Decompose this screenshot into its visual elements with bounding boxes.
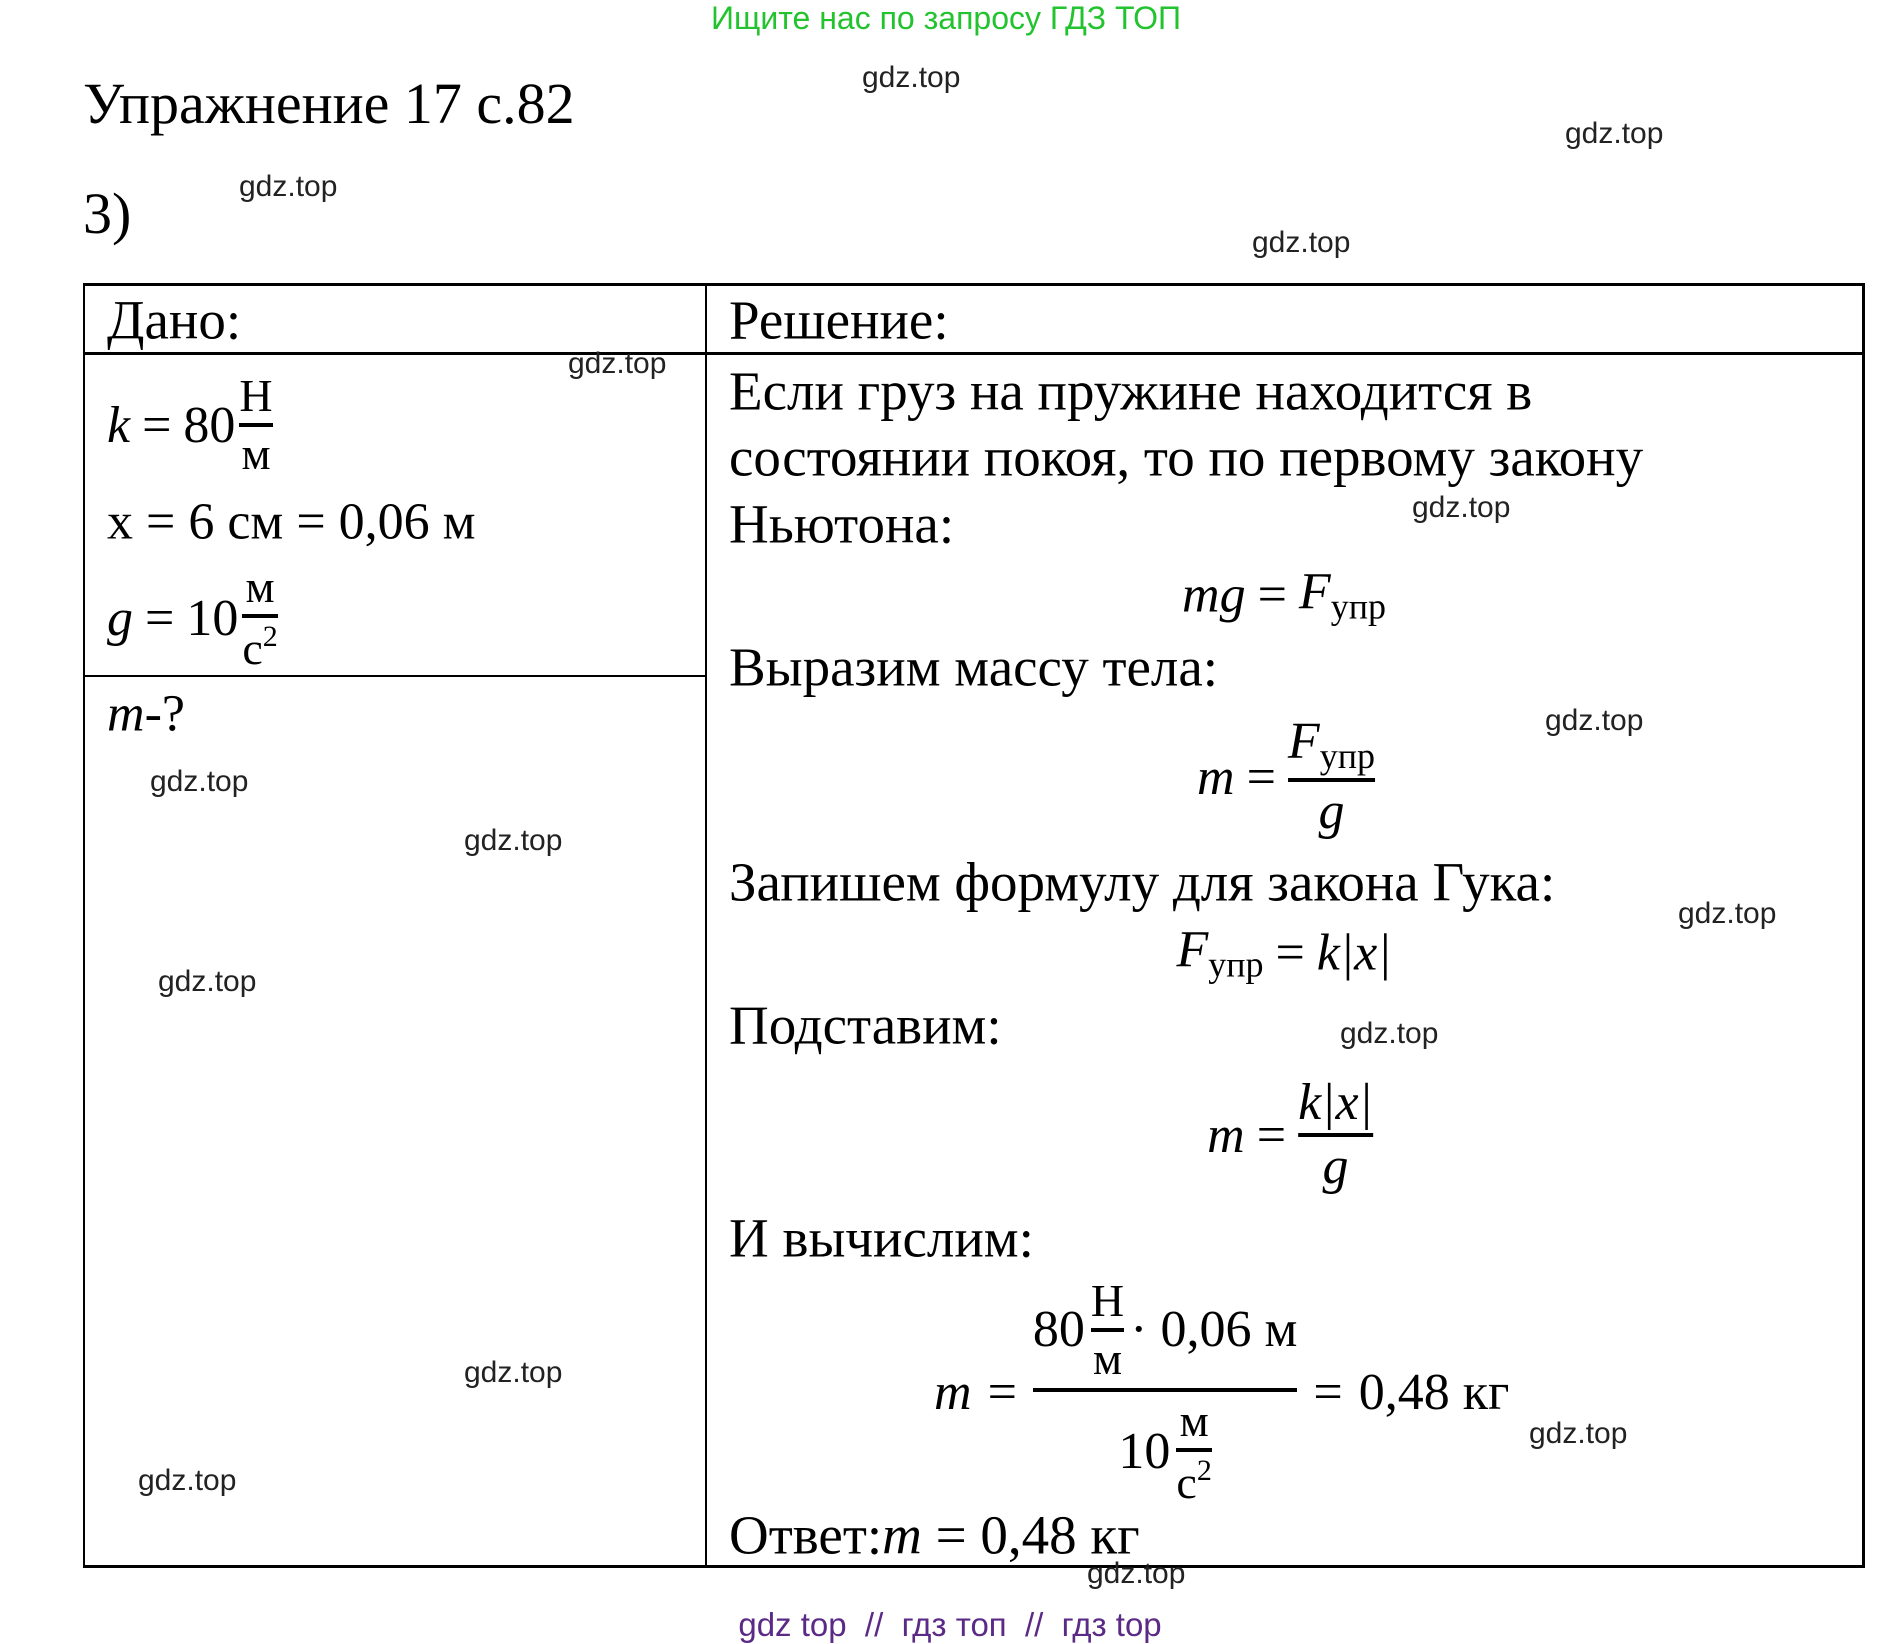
equals: = <box>142 396 172 454</box>
equals: = <box>145 589 175 647</box>
watermark: gdz.top <box>1545 704 1644 737</box>
watermark: gdz.top <box>158 965 257 998</box>
equation-newton: mg = $F_{упр}$ <box>1182 563 1386 627</box>
fraction: $\frac{F_{упр}}{g}$ <box>1287 713 1375 840</box>
watermark: gdz.top <box>1340 1017 1439 1050</box>
column-divider <box>705 283 707 1568</box>
find-text: -? <box>144 685 185 743</box>
watermark: gdz.top <box>568 347 667 380</box>
given-g <box>107 561 278 674</box>
equation-mass: m = $\frac{F_{упр}}{g}$ <box>1197 713 1375 840</box>
watermark: gdz.top <box>138 1464 237 1497</box>
fraction: 80 $\frac{Н}{м}$ · 0,06 м 10 $\frac{м}{с^2}$ <box>1032 1275 1298 1508</box>
unit-num: Н <box>239 370 273 421</box>
var-k: k <box>107 396 131 454</box>
fraction-bar <box>239 423 272 427</box>
given-x: x = 6 см = 0,06 м <box>107 493 476 551</box>
unit-num: м <box>245 561 275 612</box>
given-divider <box>83 675 706 677</box>
table-border-top <box>83 283 1864 286</box>
unit-den: м <box>241 428 271 479</box>
k-value: 80 <box>183 396 236 454</box>
watermark: gdz.top <box>1529 1417 1628 1450</box>
watermark: gdz.top <box>862 61 961 94</box>
var-g: g <box>107 589 133 647</box>
fraction: $\frac{k|x|}{g}$ <box>1298 1074 1373 1195</box>
unit-fraction <box>239 370 273 479</box>
watermark: gdz.top <box>1087 1557 1186 1590</box>
solution-text: Ньютона: <box>729 493 955 555</box>
given-k <box>107 370 273 479</box>
item-number: 3) <box>83 181 132 246</box>
unit-fraction <box>242 561 278 674</box>
solution-header: Решение: <box>729 289 949 351</box>
watermark: gdz.top <box>1565 117 1664 150</box>
watermark: gdz.top <box>239 170 338 203</box>
equation-hooke: $F_{упр}$ = k|x| <box>1176 921 1392 985</box>
solution-text: Выразим массу тела: <box>729 636 1219 698</box>
var-m: m <box>107 685 145 743</box>
g-value: 10 <box>186 589 239 647</box>
solution-text: Запишем формулу для закона Гука: <box>729 851 1556 913</box>
solution-text: И вычислим: <box>729 1207 1034 1269</box>
solution-text: состоянии покоя, то по первому закону <box>729 426 1644 488</box>
table-border-left <box>83 283 85 1568</box>
fraction-bar <box>242 614 277 618</box>
unit-den: $с^2$ <box>242 620 278 674</box>
equation-substitute: m = $\frac{k|x|}{g}$ <box>1207 1074 1373 1195</box>
solution-text: Подставим: <box>729 994 1002 1056</box>
header-divider <box>83 352 1864 355</box>
solution-text: Если груз на пружине находится в <box>729 360 1533 422</box>
equation-calculation: m = 80 $\frac{Н}{м}$ · 0,06 м 10 $\frac{м}{с^2}$ = 0,48 кг <box>934 1275 1510 1508</box>
watermark: gdz.top <box>1412 491 1511 524</box>
given-header: Дано: <box>107 289 242 351</box>
watermark: gdz.top <box>464 1356 563 1389</box>
watermark: gdz.top <box>150 765 249 798</box>
find-m <box>107 685 185 744</box>
watermark: gdz.top <box>1252 226 1351 259</box>
table-border-right <box>1862 283 1865 1568</box>
page-title: Упражнение 17 с.82 <box>83 71 575 136</box>
answer: Ответ:m = 0,48 кг <box>729 1504 1140 1566</box>
bottom-banner[interactable]: gdz top // гдз топ // гдз top <box>738 1606 1162 1643</box>
top-banner[interactable]: Ищите нас по запросу ГДЗ ТОП <box>711 0 1181 36</box>
watermark: gdz.top <box>464 824 563 857</box>
watermark: gdz.top <box>1678 897 1777 930</box>
